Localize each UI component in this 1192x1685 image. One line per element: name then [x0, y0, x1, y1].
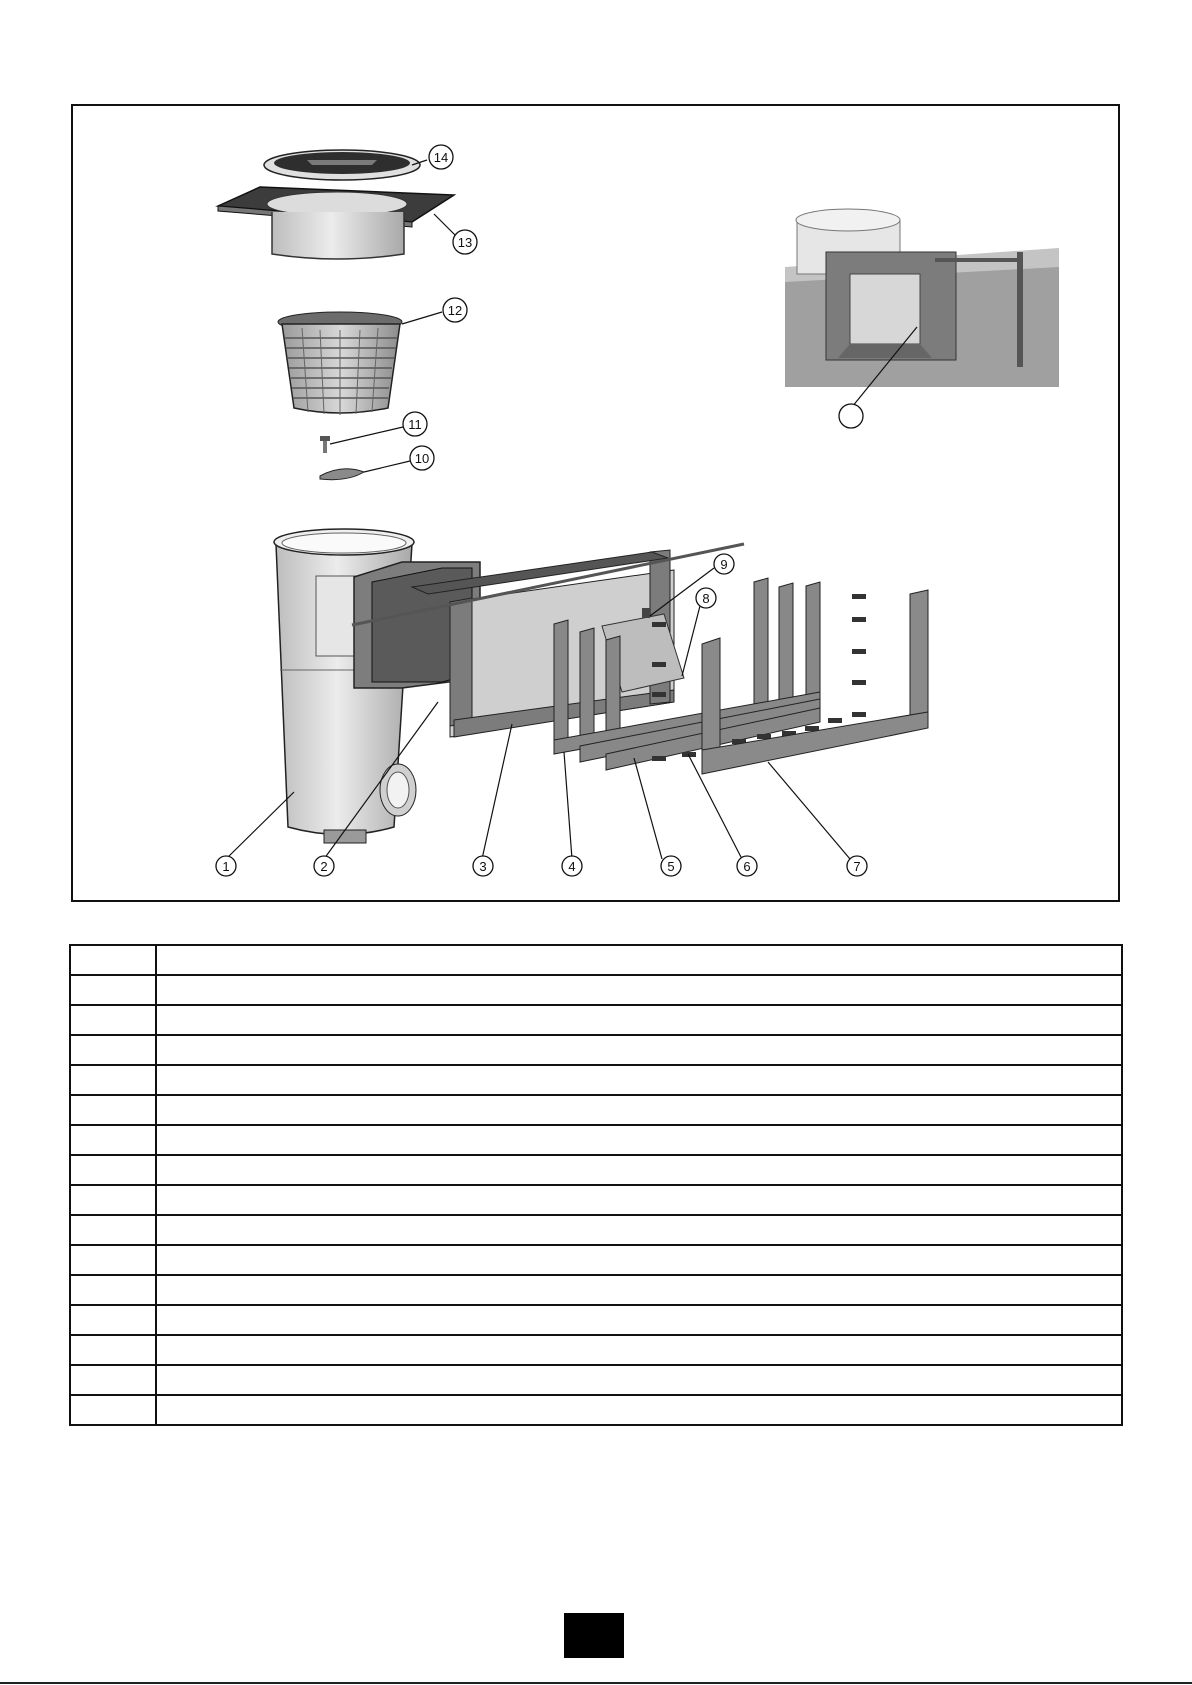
- table-row: [70, 1005, 1122, 1035]
- table-row: [70, 1065, 1122, 1095]
- part-number-cell: [70, 1095, 156, 1125]
- flap-screw-part: [642, 608, 650, 618]
- callout-7: 7: [853, 859, 861, 874]
- bottom-rule: [0, 1682, 1192, 1684]
- part-description-cell: [156, 1365, 1122, 1395]
- part-description-cell: [156, 1245, 1122, 1275]
- gasket-4-part: [554, 620, 568, 754]
- callout-10: 10: [414, 451, 430, 466]
- part-number-cell: [70, 1275, 156, 1305]
- exploded-diagram-frame: [71, 104, 1120, 902]
- table-row: [70, 945, 1122, 975]
- table-row: [70, 1305, 1122, 1335]
- part-number-cell: [70, 1065, 156, 1095]
- callout-3: 3: [479, 859, 487, 874]
- table-row: [70, 1335, 1122, 1365]
- table-row: [70, 1245, 1122, 1275]
- table-row: [70, 1215, 1122, 1245]
- table-row: [70, 1365, 1122, 1395]
- key-part: [320, 469, 364, 480]
- outlet-pipe: [380, 764, 416, 816]
- part-number-cell: [70, 1155, 156, 1185]
- part-number-cell: [70, 1125, 156, 1155]
- part-description-cell: [156, 1305, 1122, 1335]
- page-number-tab: [564, 1613, 624, 1658]
- callout-4: 4: [568, 859, 576, 874]
- part-number-cell: [70, 1365, 156, 1395]
- callout-5: 5: [667, 859, 675, 874]
- skimmer-exploded-diagram: [73, 106, 1118, 900]
- part-description-cell: [156, 1095, 1122, 1125]
- lid-part: [264, 150, 420, 180]
- part-number-cell: [70, 975, 156, 1005]
- callout-6: 6: [743, 859, 751, 874]
- table-row: [70, 1275, 1122, 1305]
- installed-skimmer-inset: [785, 209, 1059, 387]
- part-number-cell: [70, 1035, 156, 1065]
- table-row: [70, 1035, 1122, 1065]
- part-number-cell: [70, 1215, 156, 1245]
- part-number-cell: [70, 1005, 156, 1035]
- basket-part: [278, 312, 402, 415]
- part-description-cell: [156, 1155, 1122, 1185]
- part-description-cell: [156, 1065, 1122, 1095]
- part-number-cell: [70, 1305, 156, 1335]
- part-number-cell: [70, 1245, 156, 1275]
- part-description-cell: [156, 1035, 1122, 1065]
- table-row: [70, 1185, 1122, 1215]
- table-row: [70, 1125, 1122, 1155]
- callout-9: 9: [720, 557, 728, 572]
- callout-12: 12: [447, 303, 463, 318]
- part-description-cell: [156, 1125, 1122, 1155]
- part-description-cell: [156, 945, 1122, 975]
- parts-list-table: [69, 944, 1123, 1426]
- part-description-cell: [156, 1215, 1122, 1245]
- callout-14: 14: [433, 150, 449, 165]
- part-description-cell: [156, 1275, 1122, 1305]
- part-number-cell: [70, 945, 156, 975]
- part-number-cell: [70, 1335, 156, 1365]
- pin-part: [320, 436, 330, 453]
- table-row: [70, 975, 1122, 1005]
- deck-collar-part: [218, 187, 454, 259]
- table-row: [70, 1095, 1122, 1125]
- part-number-cell: [70, 1185, 156, 1215]
- part-description-cell: [156, 1185, 1122, 1215]
- part-description-cell: [156, 975, 1122, 1005]
- callout-11: 11: [408, 417, 422, 432]
- part-description-cell: [156, 1005, 1122, 1035]
- callout-13: 13: [457, 235, 473, 250]
- table-row: [70, 1395, 1122, 1425]
- part-description-cell: [156, 1395, 1122, 1425]
- callout-2: 2: [320, 859, 328, 874]
- part-number-cell: [70, 1395, 156, 1425]
- part-description-cell: [156, 1335, 1122, 1365]
- callout-8: 8: [702, 591, 710, 606]
- table-row: [70, 1155, 1122, 1185]
- callout-1: 1: [222, 859, 230, 874]
